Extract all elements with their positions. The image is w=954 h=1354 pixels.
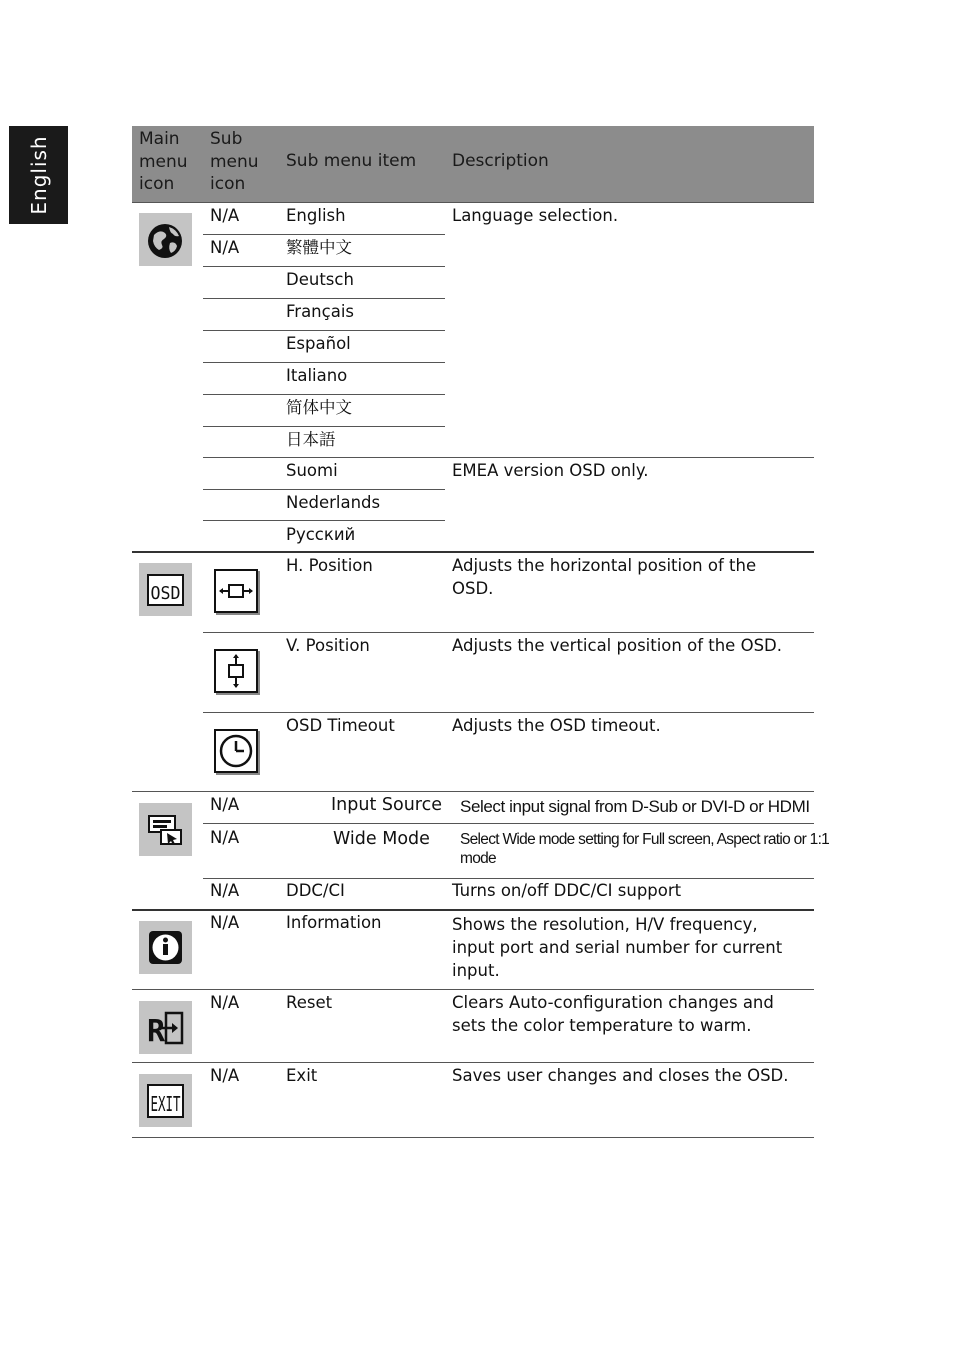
wide-mode-label: Wide Mode <box>333 829 430 849</box>
reset-description: Clears Auto-configuration changes and sets the color temperature to warm. <box>452 993 774 1035</box>
ddcci-sub: N/A <box>210 881 240 900</box>
input-source-label: Input Source <box>331 795 442 815</box>
svg-text:R: R <box>147 1014 166 1049</box>
header-description: Description <box>452 151 549 171</box>
input-source-sub: N/A <box>210 795 240 814</box>
header-sub-menu-icon: Sub menu icon <box>210 129 259 194</box>
language-item-japanese: 日本語 <box>286 430 336 449</box>
language-description: Language selection. <box>452 206 619 225</box>
ddcci-label: DDC/CI <box>286 881 345 900</box>
language-item-nederlands: Nederlands <box>286 493 381 512</box>
information-description: Shows the resolution, H/V frequency, input port and serial number for current input. <box>452 915 783 980</box>
header-sub-menu-item: Sub menu item <box>286 151 417 171</box>
osd-icon <box>139 563 192 616</box>
language-sub-2: N/A <box>210 238 240 257</box>
information-label: Information <box>286 913 382 932</box>
wide-mode-description: Select Wide mode setting for Full screen, Aspect ratio or 1:1 mode <box>460 831 830 867</box>
language-item-espanol: Español <box>286 334 351 353</box>
language-item-russian: Русский <box>286 525 356 544</box>
language-item-deutsch: Deutsch <box>286 270 354 289</box>
input-source-icon <box>139 803 192 856</box>
information-icon <box>139 921 192 974</box>
exit-description: Saves user changes and closes the OSD. <box>452 1066 789 1085</box>
input-source-description: Select input signal from D-Sub or DVI-D or HDMI <box>460 797 810 816</box>
svg-text:EXIT: EXIT <box>150 1092 181 1116</box>
exit-sub: N/A <box>210 1066 240 1085</box>
language-item-traditional-chinese: 繁體中文 <box>286 238 352 257</box>
exit-icon <box>139 1074 192 1127</box>
globe-icon <box>139 213 192 266</box>
language-sub-1: N/A <box>210 206 240 225</box>
language-item-italiano: Italiano <box>286 366 348 385</box>
reset-icon <box>139 1001 192 1054</box>
vertical-position-icon <box>214 649 258 693</box>
side-tab-label: English <box>26 135 51 215</box>
osd-timeout-label: OSD Timeout <box>286 716 395 735</box>
wide-mode-sub: N/A <box>210 828 240 847</box>
v-position-label: V. Position <box>286 636 370 655</box>
language-item-francais: Français <box>286 302 355 321</box>
language-side-tab <box>9 126 68 224</box>
reset-label: Reset <box>286 993 333 1012</box>
header-main-menu-icon: Main menu icon <box>139 129 188 194</box>
language-item-english: English <box>286 206 346 225</box>
ddcci-description: Turns on/off DDC/CI support <box>452 881 682 900</box>
exit-label: Exit <box>286 1066 318 1085</box>
table-header <box>132 126 814 203</box>
information-sub: N/A <box>210 913 240 932</box>
clock-icon <box>214 729 258 773</box>
v-position-description: Adjusts the vertical position of the OSD. <box>452 636 782 655</box>
svg-text:OSD: OSD <box>150 583 181 604</box>
reset-sub: N/A <box>210 993 240 1012</box>
language-item-suomi: Suomi <box>286 461 338 480</box>
h-position-description: Adjusts the horizontal position of the OSD. <box>452 556 757 598</box>
horizontal-position-icon <box>214 569 258 613</box>
h-position-label: H. Position <box>286 556 373 575</box>
language-item-simplified-chinese: 简体中文 <box>286 398 352 417</box>
osd-timeout-description: Adjusts the OSD timeout. <box>452 716 661 735</box>
language-emea-description: EMEA version OSD only. <box>452 461 649 480</box>
